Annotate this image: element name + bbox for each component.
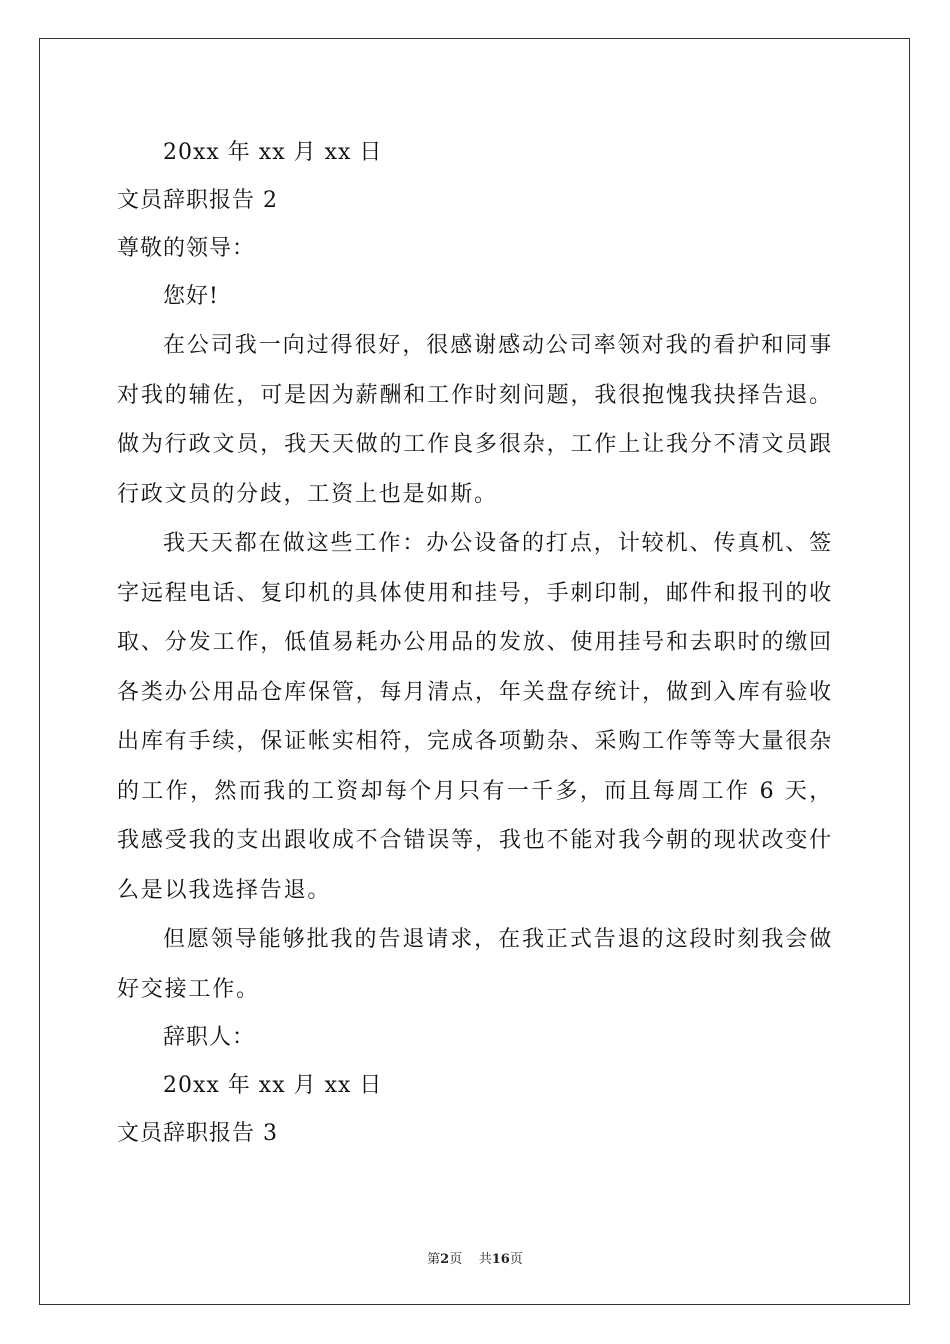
page-footer — [0, 1248, 950, 1267]
total-pages: 16 — [491, 1252, 510, 1267]
salutation: 尊敬的领导： — [117, 236, 256, 261]
paragraph: 但愿领导能够批我的告退请求，在我正式告退的这段时刻我会做好交接工作。 — [117, 927, 833, 1002]
document-body — [117, 129, 833, 1158]
page-suffix: 页 — [449, 1252, 463, 1267]
date-line: 20xx 年 xx 月 xx 日 — [163, 1073, 383, 1098]
section-heading: 文员辞职报告 2 — [117, 188, 278, 213]
page-prefix: 第 — [427, 1252, 441, 1267]
greeting: 您好! — [163, 284, 219, 309]
section-heading: 文员辞职报告 3 — [117, 1121, 278, 1146]
signer-label: 辞职人： — [163, 1025, 256, 1050]
paragraph: 我天天都在做这些工作：办公设备的打点，计较机、传真机、签字远程电话、复印机的具体使用和挂号，手刺印制，邮件和报刊的收取、分发工作，低值易耗办公用品的发放、使用挂号和去职时的缴回各类办公用品仓库保管，每月清点，年关盘存统计，做到入库有验收出库有手续，保证帐实相符，完成各项勤杂、采购工作等等大量很杂的工作，然而我的工资却每个月只有一千多，而且每周工作 6 天，我感受我的支出跟收成不合错误等，我也不能对我今朝的现状改变什么是以我选择告退。 — [117, 531, 833, 903]
total-suffix: 页 — [509, 1252, 523, 1267]
total-prefix: 共 — [478, 1252, 492, 1267]
paragraph: 在公司我一向过得很好，很感谢感动公司率领对我的看护和同事对我的辅佐，可是因为薪酬和工作时刻问题，我很抱愧我抉择告退。做为行政文员，我天天做的工作良多很杂，工作上让我分不清文员跟行政文员的分歧，工资上也是如斯。 — [117, 333, 833, 507]
page-number: 2 — [440, 1252, 450, 1267]
date-line: 20xx 年 xx 月 xx 日 — [163, 140, 383, 165]
